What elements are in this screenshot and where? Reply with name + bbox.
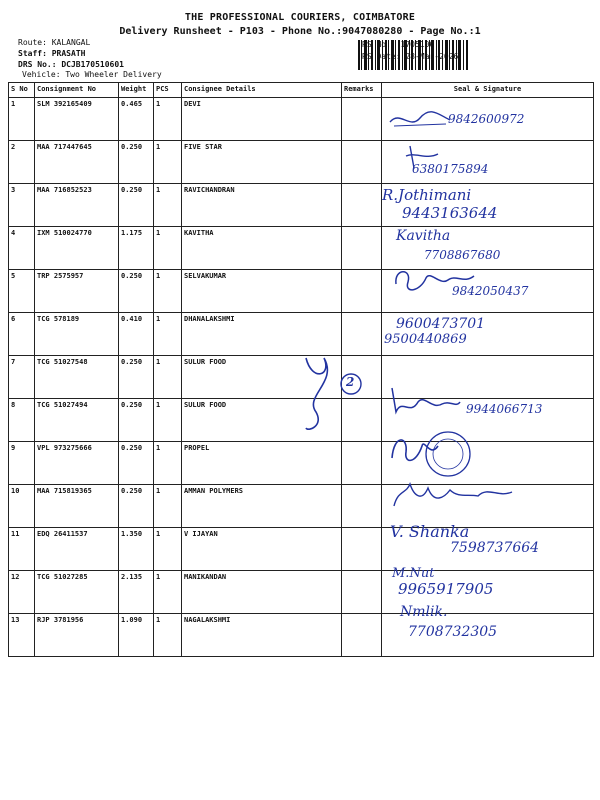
sno-cell: 5 (9, 270, 35, 313)
row6-phone2: 9500440869 (384, 332, 467, 347)
weight-cell: 1.175 (119, 227, 154, 270)
consignee-cell: AMMAN POLYMERS (182, 485, 342, 528)
weight-cell: 0.250 (119, 141, 154, 184)
consignee-cell: SELVAKUMAR (182, 270, 342, 313)
sno-cell: 7 (9, 356, 35, 399)
consignment-cell: VPL 973275666 (35, 442, 119, 485)
pcs-cell: 1 (154, 571, 182, 614)
row1-phone: 9842600972 (448, 112, 525, 126)
consignment-cell: MAA 715819365 (35, 485, 119, 528)
weight-cell: 0.410 (119, 313, 154, 356)
consignment-cell: RJP 3781956 (35, 614, 119, 657)
runsheet-subtitle: Delivery Runsheet - P103 - Phone No.:9047080280 - Page No.:1 (119, 26, 481, 37)
consignee-cell: KAVITHA (182, 227, 342, 270)
weight-cell: 0.465 (119, 98, 154, 141)
consignee-cell: FIVE STAR (182, 141, 342, 184)
pcs-cell: 1 (154, 356, 182, 399)
remarks-bracket-scribble (298, 352, 340, 434)
row12-phone: 9965917905 (398, 580, 494, 598)
table-header-row (9, 83, 594, 98)
consignment-cell: IXM 510024770 (35, 227, 119, 270)
remarks-cell (342, 571, 382, 614)
table-row (9, 184, 594, 227)
staff-value: PRASATH (51, 49, 86, 58)
weight-cell: 0.250 (119, 356, 154, 399)
table-row (9, 141, 594, 184)
remarks-cell (342, 485, 382, 528)
pcs-cell: 1 (154, 184, 182, 227)
sno-cell: 10 (9, 485, 35, 528)
row13-name: Nmlik. (400, 604, 448, 620)
col-pcs: PCS (154, 83, 182, 98)
pcs-cell: 1 (154, 442, 182, 485)
row8-phone: 9944066713 (466, 402, 543, 416)
remarks-cell (342, 614, 382, 657)
col-consignee: Consignee Details (182, 83, 342, 98)
sno-cell: 12 (9, 571, 35, 614)
consignee-cell: V IJAYAN (182, 528, 342, 571)
sno-cell: 13 (9, 614, 35, 657)
staff-line (18, 49, 85, 58)
rs-date-value: 28-Mar-2026 (405, 52, 459, 61)
sno-cell: 8 (9, 399, 35, 442)
row12-name: M.Nut (392, 566, 435, 581)
table-row (9, 227, 594, 270)
sno-cell: 3 (9, 184, 35, 227)
weight-cell: 0.250 (119, 485, 154, 528)
drs-label: DRS No.: (18, 60, 57, 69)
sno-cell: 1 (9, 98, 35, 141)
company-title: THE PROFESSIONAL COURIERS, COIMBATORE (184, 12, 416, 23)
pcs-cell: 1 (154, 528, 182, 571)
col-sno: S No (9, 83, 35, 98)
weight-cell: 0.250 (119, 184, 154, 227)
row6-phone: 9600473701 (396, 316, 486, 332)
row5-phone: 9842050437 (452, 284, 529, 298)
consignee-cell: SULUR FOOD (182, 356, 342, 399)
remarks-cell (342, 227, 382, 270)
rs-date-line (362, 52, 458, 61)
table-row (9, 571, 594, 614)
vehicle-line (22, 70, 162, 79)
table-row (9, 313, 594, 356)
weight-cell: 1.090 (119, 614, 154, 657)
consignee-cell: SULUR FOOD (182, 399, 342, 442)
consignee-cell: RAVICHANDRAN (182, 184, 342, 227)
row11-name: V. Shanka (390, 522, 470, 541)
weight-cell: 2.135 (119, 571, 154, 614)
drs-value: DCJB170510601 (61, 60, 124, 69)
weight-cell: 1.350 (119, 528, 154, 571)
col-weight: Weight (119, 83, 154, 98)
consignment-cell: TCG 578189 (35, 313, 119, 356)
rs-no-label: RS No.: (362, 40, 396, 49)
sno-cell: 4 (9, 227, 35, 270)
remarks-cell (342, 98, 382, 141)
sno-cell: 9 (9, 442, 35, 485)
consignment-cell: TRP 2575957 (35, 270, 119, 313)
col-signature: Seal & Signature (382, 83, 594, 98)
signature-scribble-8 (384, 382, 464, 422)
col-remarks: Remarks (342, 83, 382, 98)
drs-line (18, 60, 124, 69)
staff-label: Staff: (18, 49, 47, 58)
rs-date-label: RS Date: (362, 52, 401, 61)
row2-phone: 6380175894 (412, 162, 489, 176)
vehicle-label: Vehicle: (22, 70, 61, 79)
pcs-cell: 1 (154, 227, 182, 270)
table-row (9, 614, 594, 657)
remarks-mark: 2 (346, 375, 355, 389)
consignment-cell: SLM 392165409 (35, 98, 119, 141)
remarks-cell (342, 141, 382, 184)
pcs-cell: 1 (154, 399, 182, 442)
pcs-cell: 1 (154, 614, 182, 657)
vehicle-value: Two Wheeler Delivery (65, 70, 162, 79)
row11-phone: 7598737664 (450, 540, 540, 556)
row4-phone: 7708867680 (424, 248, 501, 262)
col-consignment: Consignment No (35, 83, 119, 98)
remarks-cell (342, 184, 382, 227)
route-label: Route: (18, 38, 47, 47)
weight-cell: 0.250 (119, 270, 154, 313)
row4-name: Kavitha (396, 228, 451, 244)
consignee-cell: DHANALAKSHMI (182, 313, 342, 356)
consignment-cell: EDQ 26411537 (35, 528, 119, 571)
consignment-cell: TCG 51027494 (35, 399, 119, 442)
sno-cell: 6 (9, 313, 35, 356)
rs-no-value: 1705106 (400, 40, 435, 49)
pcs-cell: 1 (154, 313, 182, 356)
pcs-cell: 1 (154, 98, 182, 141)
row3-name: R.Jothimani (382, 186, 472, 204)
remarks-cell (342, 270, 382, 313)
weight-cell: 0.250 (119, 442, 154, 485)
pcs-cell: 1 (154, 485, 182, 528)
sno-cell: 11 (9, 528, 35, 571)
remarks-cell (342, 442, 382, 485)
rs-no-line (362, 40, 434, 49)
consignee-cell: DEVI (182, 98, 342, 141)
consignee-cell: NAGALAKSHMI (182, 614, 342, 657)
pcs-cell: 1 (154, 270, 182, 313)
consignment-cell: TCG 51027548 (35, 356, 119, 399)
signature-scribble-1 (386, 108, 456, 132)
consignment-cell: MAA 716852523 (35, 184, 119, 227)
route-line (18, 38, 90, 47)
remarks-cell (342, 313, 382, 356)
consignment-cell: MAA 717447645 (35, 141, 119, 184)
route-value: KALANGAL (51, 38, 91, 47)
remarks-cell (342, 528, 382, 571)
consignee-cell: MANIKANDAN (182, 571, 342, 614)
sno-cell: 2 (9, 141, 35, 184)
company-seal-stamp (386, 424, 472, 484)
signature-scribble-10 (388, 476, 518, 516)
consignee-cell: PROPEL (182, 442, 342, 485)
weight-cell: 0.250 (119, 399, 154, 442)
row13-phone: 7708732305 (408, 624, 498, 640)
row3-phone: 9443163644 (402, 204, 498, 222)
remarks-cell (342, 399, 382, 442)
pcs-cell: 1 (154, 141, 182, 184)
consignment-cell: TCG 51027285 (35, 571, 119, 614)
